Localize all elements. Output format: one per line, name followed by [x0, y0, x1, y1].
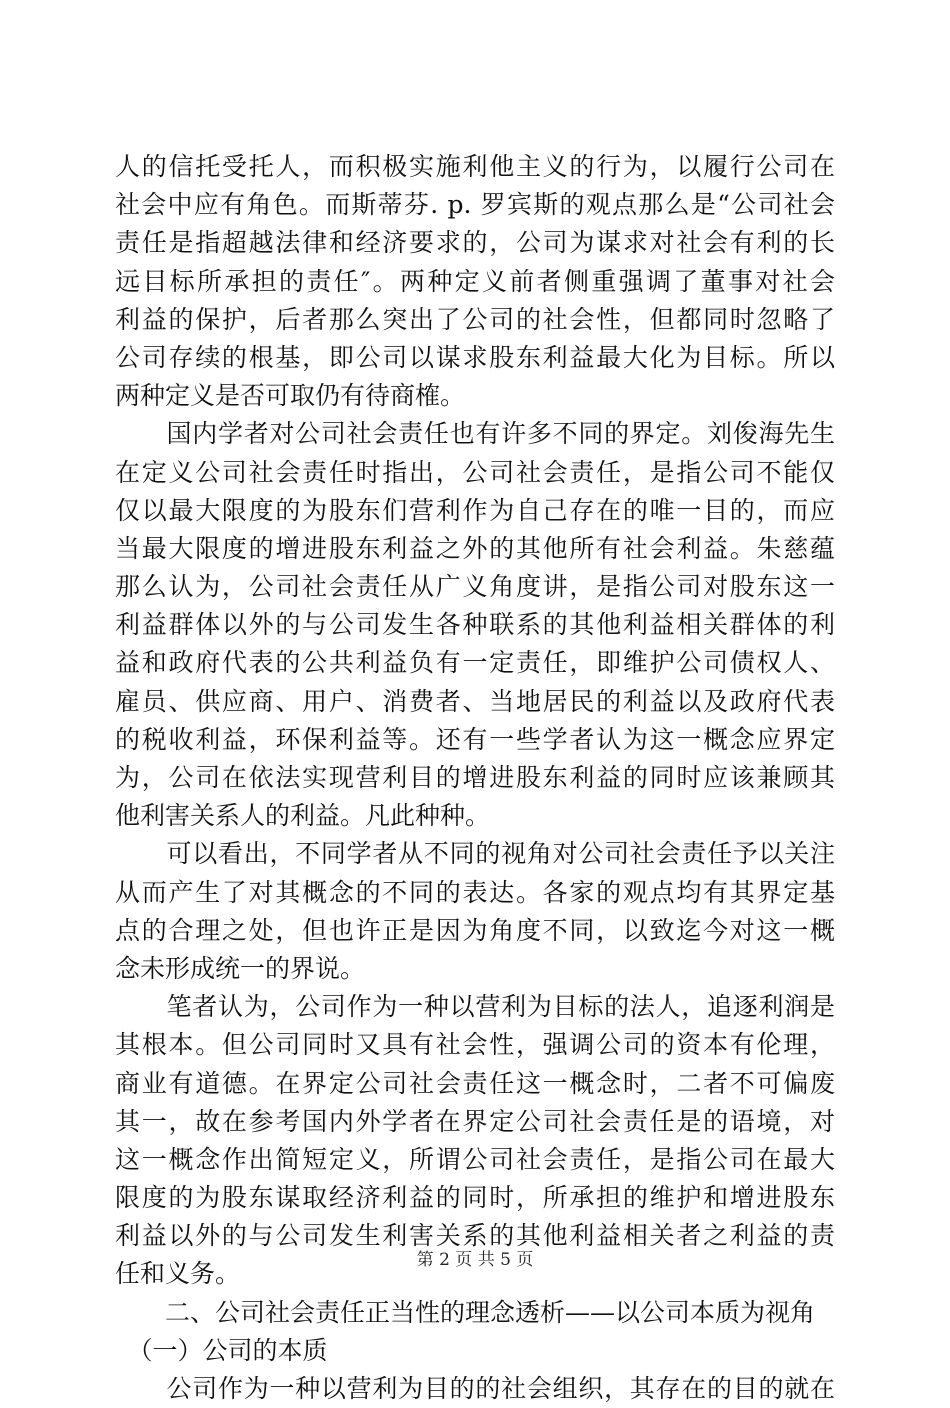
text-line: 任和义务。 — [115, 1259, 241, 1289]
page-number: 第 2 页 共 5 页 — [416, 1250, 534, 1270]
text-line: 利益群体以外的与公司发生各种联系的其他利益相关群体的利 — [115, 610, 835, 640]
text-line: 为，公司在依法实现营利目的增进股东利益的同时应该兼顾其 — [115, 763, 835, 792]
text-line: 念未形成统一的界说。 — [115, 953, 366, 983]
text-line: 其根本。但公司同时又具有社会性，强调公司的资本有伦理， — [115, 1030, 835, 1060]
text-line: 笔者认为，公司作为一种以营利为目标的法人，追逐利润是 — [115, 992, 835, 1022]
text-line: 公司作为一种以营利为目的的社会组织，其存在的目的就在 — [115, 1374, 835, 1403]
text-line: 的税收利益，环保利益等。还有一些学者认为这一概念应界定 — [115, 724, 835, 754]
text-line: 从而产生了对其概念的不同的表达。各家的观点均有其界定基 — [115, 877, 835, 907]
text-line: 益和政府代表的公共利益负有一定责任，即维护公司债权人、 — [115, 648, 835, 678]
text-line: 在定义公司社会责任时指出，公司社会责任，是指公司不能仅 — [115, 457, 835, 487]
text-line: 责任是指超越法律和经济要求的，公司为谋求对社会有利的长 — [115, 228, 835, 258]
text-line: 雇员、供应商、用户、消费者、当地居民的利益以及政府代表 — [115, 686, 835, 716]
text-line: 他利害关系人的利益。凡此种种。 — [115, 801, 491, 831]
section-heading: 二、公司社会责任正当性的理念透析——以公司本质为视角 — [115, 1297, 816, 1327]
text-line: 仅以最大限度的为股东们营利作为自己存在的唯一目的，而应 — [115, 495, 835, 525]
body-text — [115, 148, 835, 1408]
text-line: 限度的为股东谋取经济利益的同时，所承担的维护和增进股东 — [115, 1183, 835, 1213]
text-line: 社会中应有角色。而斯蒂芬. p. 罗宾斯的观点那么是“公司社会 — [115, 190, 835, 220]
text-line: 其一，故在参考国内外学者在界定公司社会责任是的语境，对 — [115, 1106, 835, 1136]
text-line: 远目标所承担的责任″。两种定义前者侧重强调了董事对社会 — [115, 266, 835, 296]
text-line: 利益的保护，后者那么突出了公司的社会性，但都同时忽略了 — [115, 304, 835, 334]
text-line: 利益以外的与公司发生利害关系的其他利益相关者之利益的责 — [115, 1221, 835, 1251]
text-line: 商业有道德。在界定公司社会责任这一概念时，二者不可偏废 — [115, 1068, 835, 1098]
text-line: 两种定义是否可取仍有待商榷。 — [115, 381, 466, 411]
page-footer — [0, 1245, 950, 1270]
text-line: 这一概念作出简短定义，所谓公司社会责任，是指公司在最大 — [115, 1144, 835, 1174]
text-line: 公司存续的根基，即公司以谋求股东利益最大化为目标。所以 — [115, 342, 835, 372]
text-line: 人的信托受托人，而积极实施利他主义的行为，以履行公司在 — [115, 152, 835, 181]
text-line: 可以看出，不同学者从不同的视角对公司社会责任予以关注 — [115, 839, 835, 869]
text-line: 当最大限度的增进股东利益之外的其他所有社会利益。朱慈蕴 — [115, 533, 835, 563]
text-line: 国内学者对公司社会责任也有许多不同的界定。刘俊海先生 — [115, 419, 835, 449]
text-line: 那么认为，公司社会责任从广义角度讲，是指公司对股东这一 — [115, 572, 835, 602]
subsection-heading: （一）公司的本质 — [115, 1335, 328, 1365]
text-line: 点的合理之处，但也许正是因为角度不同，以致迄今对这一概 — [115, 915, 835, 945]
